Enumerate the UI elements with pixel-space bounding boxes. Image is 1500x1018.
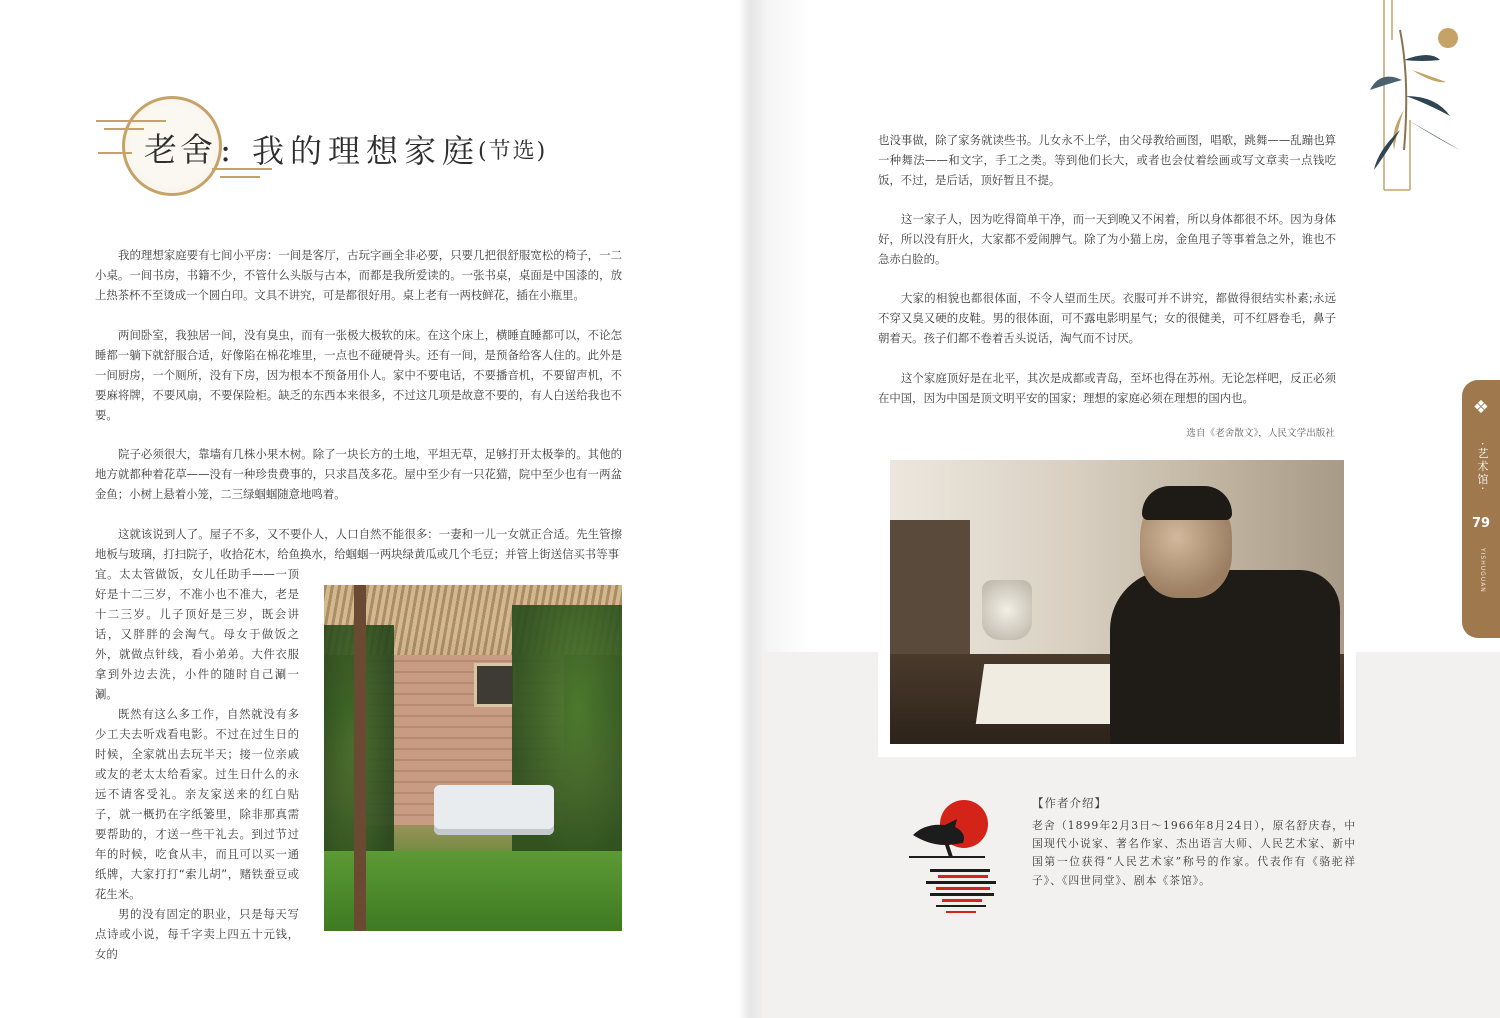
paragraph-9: 大家的相貌也都很体面，不令人望而生厌。衣服可并不讲究，都做得很结实朴素;永远不穿又臭又硬的皮鞋。男的很体面，可不露电影明星气；女的很健美，可不红唇卷毛，鼻子朝着天。孩子们都不卷着舌头说话，淘气而不讨厌。	[878, 291, 1336, 345]
diamond-logo-icon: ❖	[1472, 397, 1490, 418]
paragraph-3: 院子必须很大，靠墙有几株小果木树。除了一块长方的土地，平坦无草，足够打开太极拳的。其他的地方就都种着花草——没有一种珍贵费事的，只求昌茂多花。屋中至少有一只花猫，院中至少也有一两盆金鱼；小树上悬着小笼，二三绿蝈蝈随意地鸣着。	[95, 447, 622, 501]
title-author: 老舍 :	[144, 130, 235, 169]
section-pinyin: YISHUGUAN	[1479, 548, 1486, 593]
article-title	[92, 92, 572, 202]
cloud-line-decoration	[220, 176, 260, 178]
page-gutter	[738, 0, 762, 1018]
garden-photo	[324, 585, 622, 931]
title-main: 我的理想家庭	[252, 132, 481, 170]
section-side-tab	[1462, 380, 1500, 638]
cloud-line-decoration	[104, 128, 144, 130]
laoshe-portrait-photo	[890, 460, 1344, 744]
paragraph-4-head: 这就该说到人了。屋子不多，又不要仆人，人口自然不能很多：一妻和一儿一女就正合适。先生管擦地板与玻璃，打扫院子，收拾花木，给鱼换水，给蝈蝈一两块绿黄瓜或几个毛豆；并管上街送信买书等事	[95, 527, 622, 561]
paragraph-1: 我的理想家庭要有七间小平房：一间是客厅，古玩字画全非必要，只要几把很舒服宽松的椅子，一二小桌。一间书房，书籍不少，不管什么头版与古本，而都是我所爱读的。一张书桌，桌面是中国漆的，放上热茶杯不至烫成一个圆白印。文具不讲究，可是都很好用。桌上老有一两枝鲜花，插在小瓶里。	[95, 248, 622, 302]
bamboo-decoration-icon	[1350, 0, 1480, 200]
paragraph-10: 这个家庭顶好是在北平，其次是成都或青岛，至坏也得在苏州。无论怎样吧，反正必须在中国，因为中国是顶文明平安的国家；理想的家庭必须在理想的国内也。	[878, 371, 1336, 405]
paragraph-2: 两间卧室，我独居一间，没有臭虫，而有一张极大极软的床。在这个床上，横睡直睡都可以，不论怎睡都一躺下就舒服合适，好像陷在棉花堆里，一点也不碰硬骨头。还有一间，是预备给客人住的。此外是一间厨房，一个厕所，没有下房，因为根本不预备用仆人。家中不要电话，不要播音机，不要留声机，不要麻将牌，不要风扇，不要保险柜。缺乏的东西本来很多，不过这几项是故意不要的，有人白送给我也不要。	[95, 328, 622, 422]
author-intro-text: 老舍（1899年2月3日～1966年8月24日），原名舒庆春，中国现代小说家、著名作家、杰出语言大师、人民艺术家、新中国第一位获得“人民艺术家”称号的作家。代表作有《骆驼祥子》、《四世同堂》、剧本《茶馆》。	[1032, 819, 1356, 887]
author-intro-label: 【作者介绍】	[1032, 796, 1107, 810]
paragraph-7: 也没事做，除了家务就读些书。儿女永不上学，由父母教给画图，唱歌，跳舞——乱蹦也算一种舞法——和文字，手工之类。等到他们长大，或者也会仗着绘画或写文章卖一点钱吃饭，不过，是后话，顶好暂且不提。	[878, 133, 1336, 187]
cloud-line-decoration	[98, 152, 132, 154]
reflection-icon	[920, 865, 1000, 920]
section-name: ·艺术馆·	[1476, 442, 1489, 492]
page-number: 79	[1471, 516, 1491, 531]
bird-on-sun-icon	[905, 805, 995, 865]
cloud-line-decoration	[96, 120, 166, 122]
paragraph-8: 这一家子人，因为吃得简单干净，而一天到晚又不闲着，所以身体都很不坏。因为身体好，所以没有肝火，大家都不爱闹脾气。除了为小猫上房，金鱼甩子等事着急之外，谁也不急赤白脸的。	[878, 212, 1336, 266]
paragraph-6: 男的没有固定的职业，只是每天写点诗或小说，每千字卖上四五十元钱，女的	[95, 907, 299, 961]
paragraph-4-tail: 宜。太太管做饭，女儿任助手——一顶好是十二三岁，不准小也不准大，老是十二三岁。儿子顶好是三岁，既会讲话，又胖胖的会淘气。母女于做饭之外，就做点针线，看小弟弟。大件衣服拿到外边去洗，小件的随时自己涮一涮。	[95, 567, 299, 701]
paragraph-5: 既然有这么多工作，自然就没有多少工夫去听戏看电影。不过在过生日的时候，全家就出去玩半天；接一位亲戚或友的老太太给看家。过生日什么的永远不请客受礼。亲友家送来的红白贴子，就一概扔在字纸篓里，除非那真需要帮助的，才送一些干礼去。到过节过年的时候，吃食从丰，而且可以买一通纸牌，大家打打“索儿胡”，赌铁蚕豆或花生米。	[95, 707, 299, 901]
source-note: 选自《老舍散文》，人民文学出版社	[1186, 428, 1335, 439]
title-subtitle: (节选)	[478, 139, 548, 164]
